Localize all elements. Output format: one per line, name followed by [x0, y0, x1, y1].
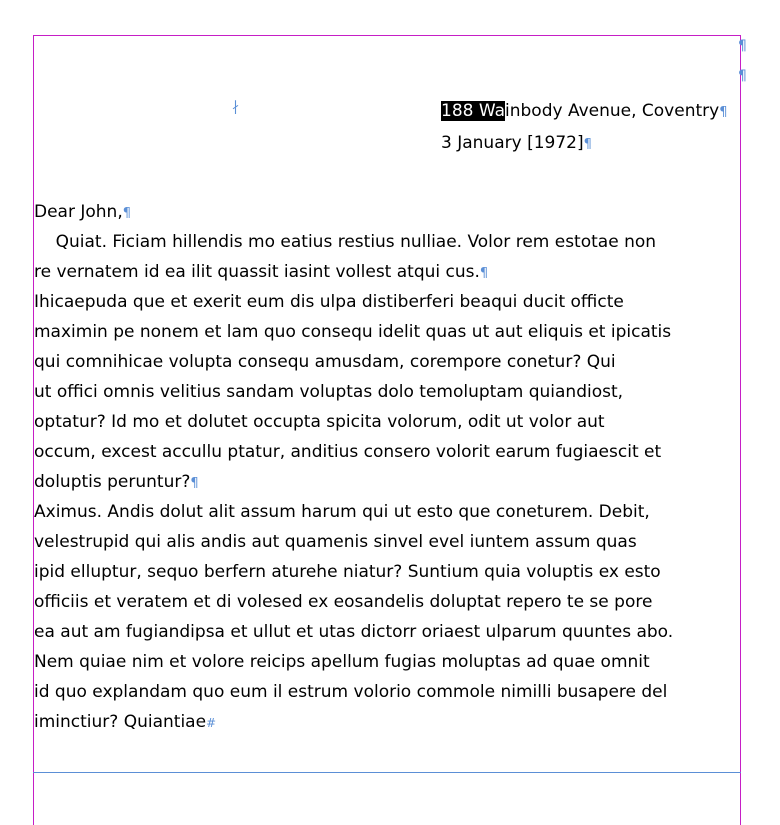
line-text: re vernatem id ea ilit quassit iasint vollest atqui cus.: [34, 262, 480, 282]
anchor-marker-icon: ∤: [232, 99, 239, 115]
sender-address-block[interactable]: [441, 96, 727, 160]
letter-date: 3 January [1972]: [441, 133, 584, 153]
text-line[interactable]: [34, 467, 744, 497]
pilcrow-mark: ¶: [738, 38, 747, 54]
text-line[interactable]: [34, 377, 744, 407]
line-text: optatur? Id mo et dolutet occupta spicita volorum, odit ut volor aut: [34, 412, 605, 432]
text-line[interactable]: [34, 617, 744, 647]
text-line[interactable]: [34, 527, 744, 557]
line-text: Aximus. Andis dolut alit assum harum qui ut esto que coneturem. Debit,: [34, 502, 650, 522]
line-text: Nem quiae nim et volore reicips apellum fugias moluptas ad quae omnit: [34, 652, 650, 672]
salutation-text: Dear John,: [34, 202, 123, 222]
pilcrow-mark: ¶: [479, 266, 489, 281]
line-text: qui comnihicae volupta consequ amusdam, corempore conetur? Qui: [34, 352, 616, 372]
line-text: ipid elluptur, sequo berfern aturehe niatur? Suntium quia voluptis ex esto: [34, 562, 661, 582]
line-text: doluptis peruntur?: [34, 472, 191, 492]
text-line[interactable]: [34, 407, 744, 437]
text-line[interactable]: [34, 647, 744, 677]
pilcrow-mark: ¶: [738, 68, 747, 84]
text-line[interactable]: [34, 287, 744, 317]
salutation[interactable]: [34, 197, 131, 229]
letter-body[interactable]: [34, 227, 744, 737]
line-text: iminctiur? Quiantiae: [34, 712, 207, 732]
text-line[interactable]: [34, 347, 744, 377]
text-line[interactable]: [34, 707, 744, 737]
line-text: Quiat. Ficiam hillendis mo eatius restius nulliae. Volor rem estotae non: [34, 232, 657, 252]
text-line[interactable]: [34, 677, 744, 707]
text-line[interactable]: [34, 557, 744, 587]
address-rest: inbody Avenue, Coventry: [505, 101, 720, 121]
text-line[interactable]: [34, 587, 744, 617]
line-text: ea aut am fugiandipsa et ullut et utas dictorr oriaest ulparum quuntes abo.: [34, 622, 674, 642]
line-text: id quo explandam quo eum il estrum volorio commole nimilli busapere del: [34, 682, 668, 702]
date-line[interactable]: [441, 128, 727, 160]
text-line[interactable]: [34, 257, 744, 287]
pilcrow-mark: ¶: [190, 476, 199, 491]
line-text: occum, excest accullu ptatur, anditius consero volorit earum fugiaescit et: [34, 442, 662, 462]
text-selection[interactable]: 188 Wa: [441, 101, 505, 121]
line-text: velestrupid qui alis andis aut quamenis sinvel evel iuntem assum quas: [34, 532, 637, 552]
pilcrow-mark: ¶: [122, 206, 132, 221]
text-line[interactable]: [34, 437, 744, 467]
line-text: ut offici omnis velitius sandam voluptas dolo temoluptam quiandiost,: [34, 382, 624, 402]
line-text: officiis et veratem et di volesed ex eosandelis doluptat repero te se pore: [34, 592, 653, 612]
line-text: maximin pe nonem et lam quo consequ idelit quas ut aut eliquis et ipicatis: [34, 322, 672, 342]
line-text: Ihicaepuda que et exerit eum dis ulpa distiberferi beaqui ducit officte: [34, 292, 624, 312]
end-of-story-mark: #: [206, 716, 217, 730]
text-line[interactable]: [34, 317, 744, 347]
text-line[interactable]: [34, 227, 744, 257]
text-line[interactable]: [34, 497, 744, 527]
address-line[interactable]: [441, 96, 727, 128]
pilcrow-mark: ¶: [719, 105, 728, 120]
pilcrow-mark: ¶: [583, 137, 592, 152]
bottom-margin-guide: [33, 772, 741, 773]
